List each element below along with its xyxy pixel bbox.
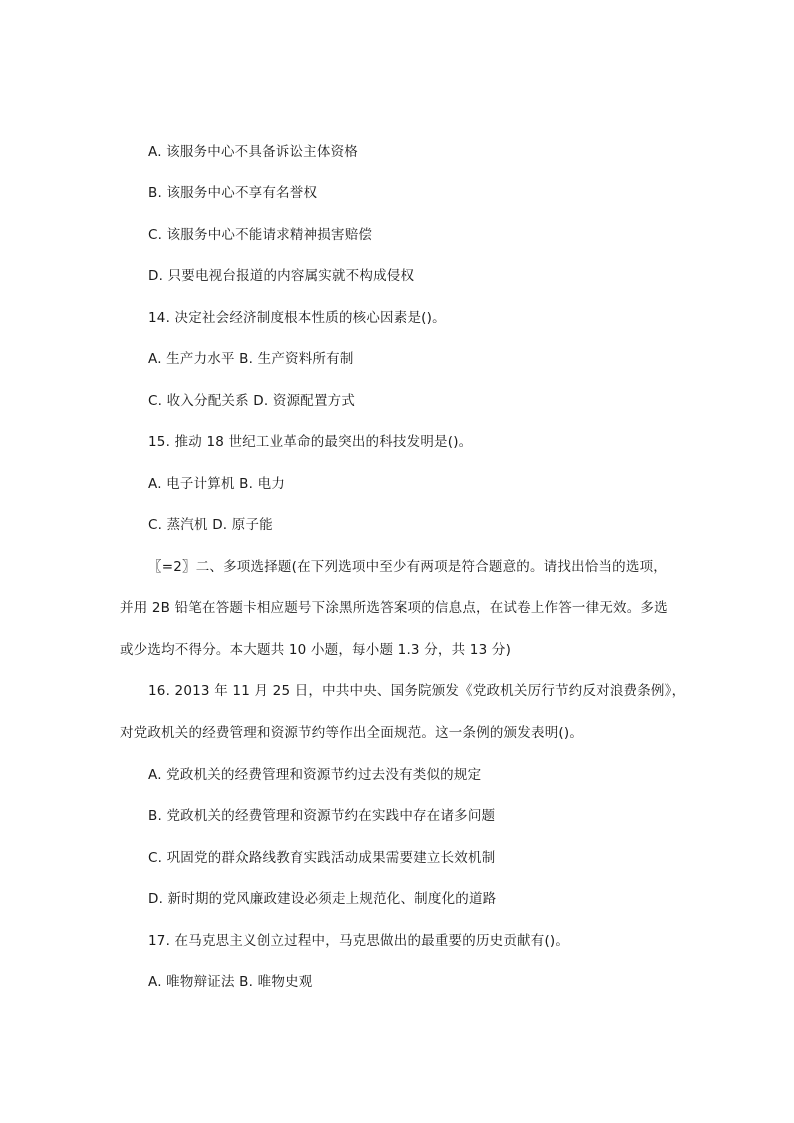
question-17-options-ab: A. 唯物辩证法 B. 唯物史观 <box>148 974 313 990</box>
question-16-option-c: C. 巩固党的群众路线教育实践活动成果需要建立长效机制 <box>148 850 496 866</box>
option-c-line: C. 该服务中心不能请求精神损害赔偿 <box>148 227 373 243</box>
section-heading-line-3: 或少选均不得分。本大题共 10 小题，每小题 1.3 分，共 13 分) <box>120 642 512 658</box>
option-a-line: A. 该服务中心不具备诉讼主体资格 <box>148 144 358 160</box>
option-b-line: B. 该服务中心不享有名誉权 <box>148 185 318 201</box>
question-15-options-cd: C. 蒸汽机 D. 原子能 <box>148 517 273 533</box>
question-16-line-2: 对党政机关的经费管理和资源节约等作出全面规范。这一条例的颁发表明()。 <box>120 725 584 741</box>
question-16-line-1: 16. 2013 年 11 月 25 日，中共中央、国务院颁发《党政机关厉行节约反对浪费条例》， <box>148 683 686 699</box>
section-heading-line-1: 〖=2〗二、多项选择题(在下列选项中至少有两项是符合题意的。请找出恰当的选项， <box>148 559 667 575</box>
option-d-line: D. 只要电视台报道的内容属实就不构成侵权 <box>148 268 415 284</box>
question-16-option-d: D. 新时期的党风廉政建设必须走上规范化、制度化的道路 <box>148 891 497 907</box>
question-16-option-b: B. 党政机关的经费管理和资源节约在实践中存在诸多问题 <box>148 808 496 824</box>
question-14-options-cd: C. 收入分配关系 D. 资源配置方式 <box>148 393 356 409</box>
question-17: 17. 在马克思主义创立过程中，马克思做出的最重要的历史贡献有()。 <box>148 933 570 949</box>
section-heading-line-2: 并用 2B 铅笔在答题卡相应题号下涂黑所选答案项的信息点，在试卷上作答一律无效。多选 <box>120 600 668 616</box>
question-14-options-ab: A. 生产力水平 B. 生产资料所有制 <box>148 351 354 367</box>
question-15-options-ab: A. 电子计算机 B. 电力 <box>148 476 286 492</box>
question-15: 15. 推动 18 世纪工业革命的最突出的科技发明是()。 <box>148 434 473 450</box>
question-16-option-a: A. 党政机关的经费管理和资源节约过去没有类似的规定 <box>148 767 482 783</box>
question-14: 14. 决定社会经济制度根本性质的核心因素是()。 <box>148 310 446 326</box>
